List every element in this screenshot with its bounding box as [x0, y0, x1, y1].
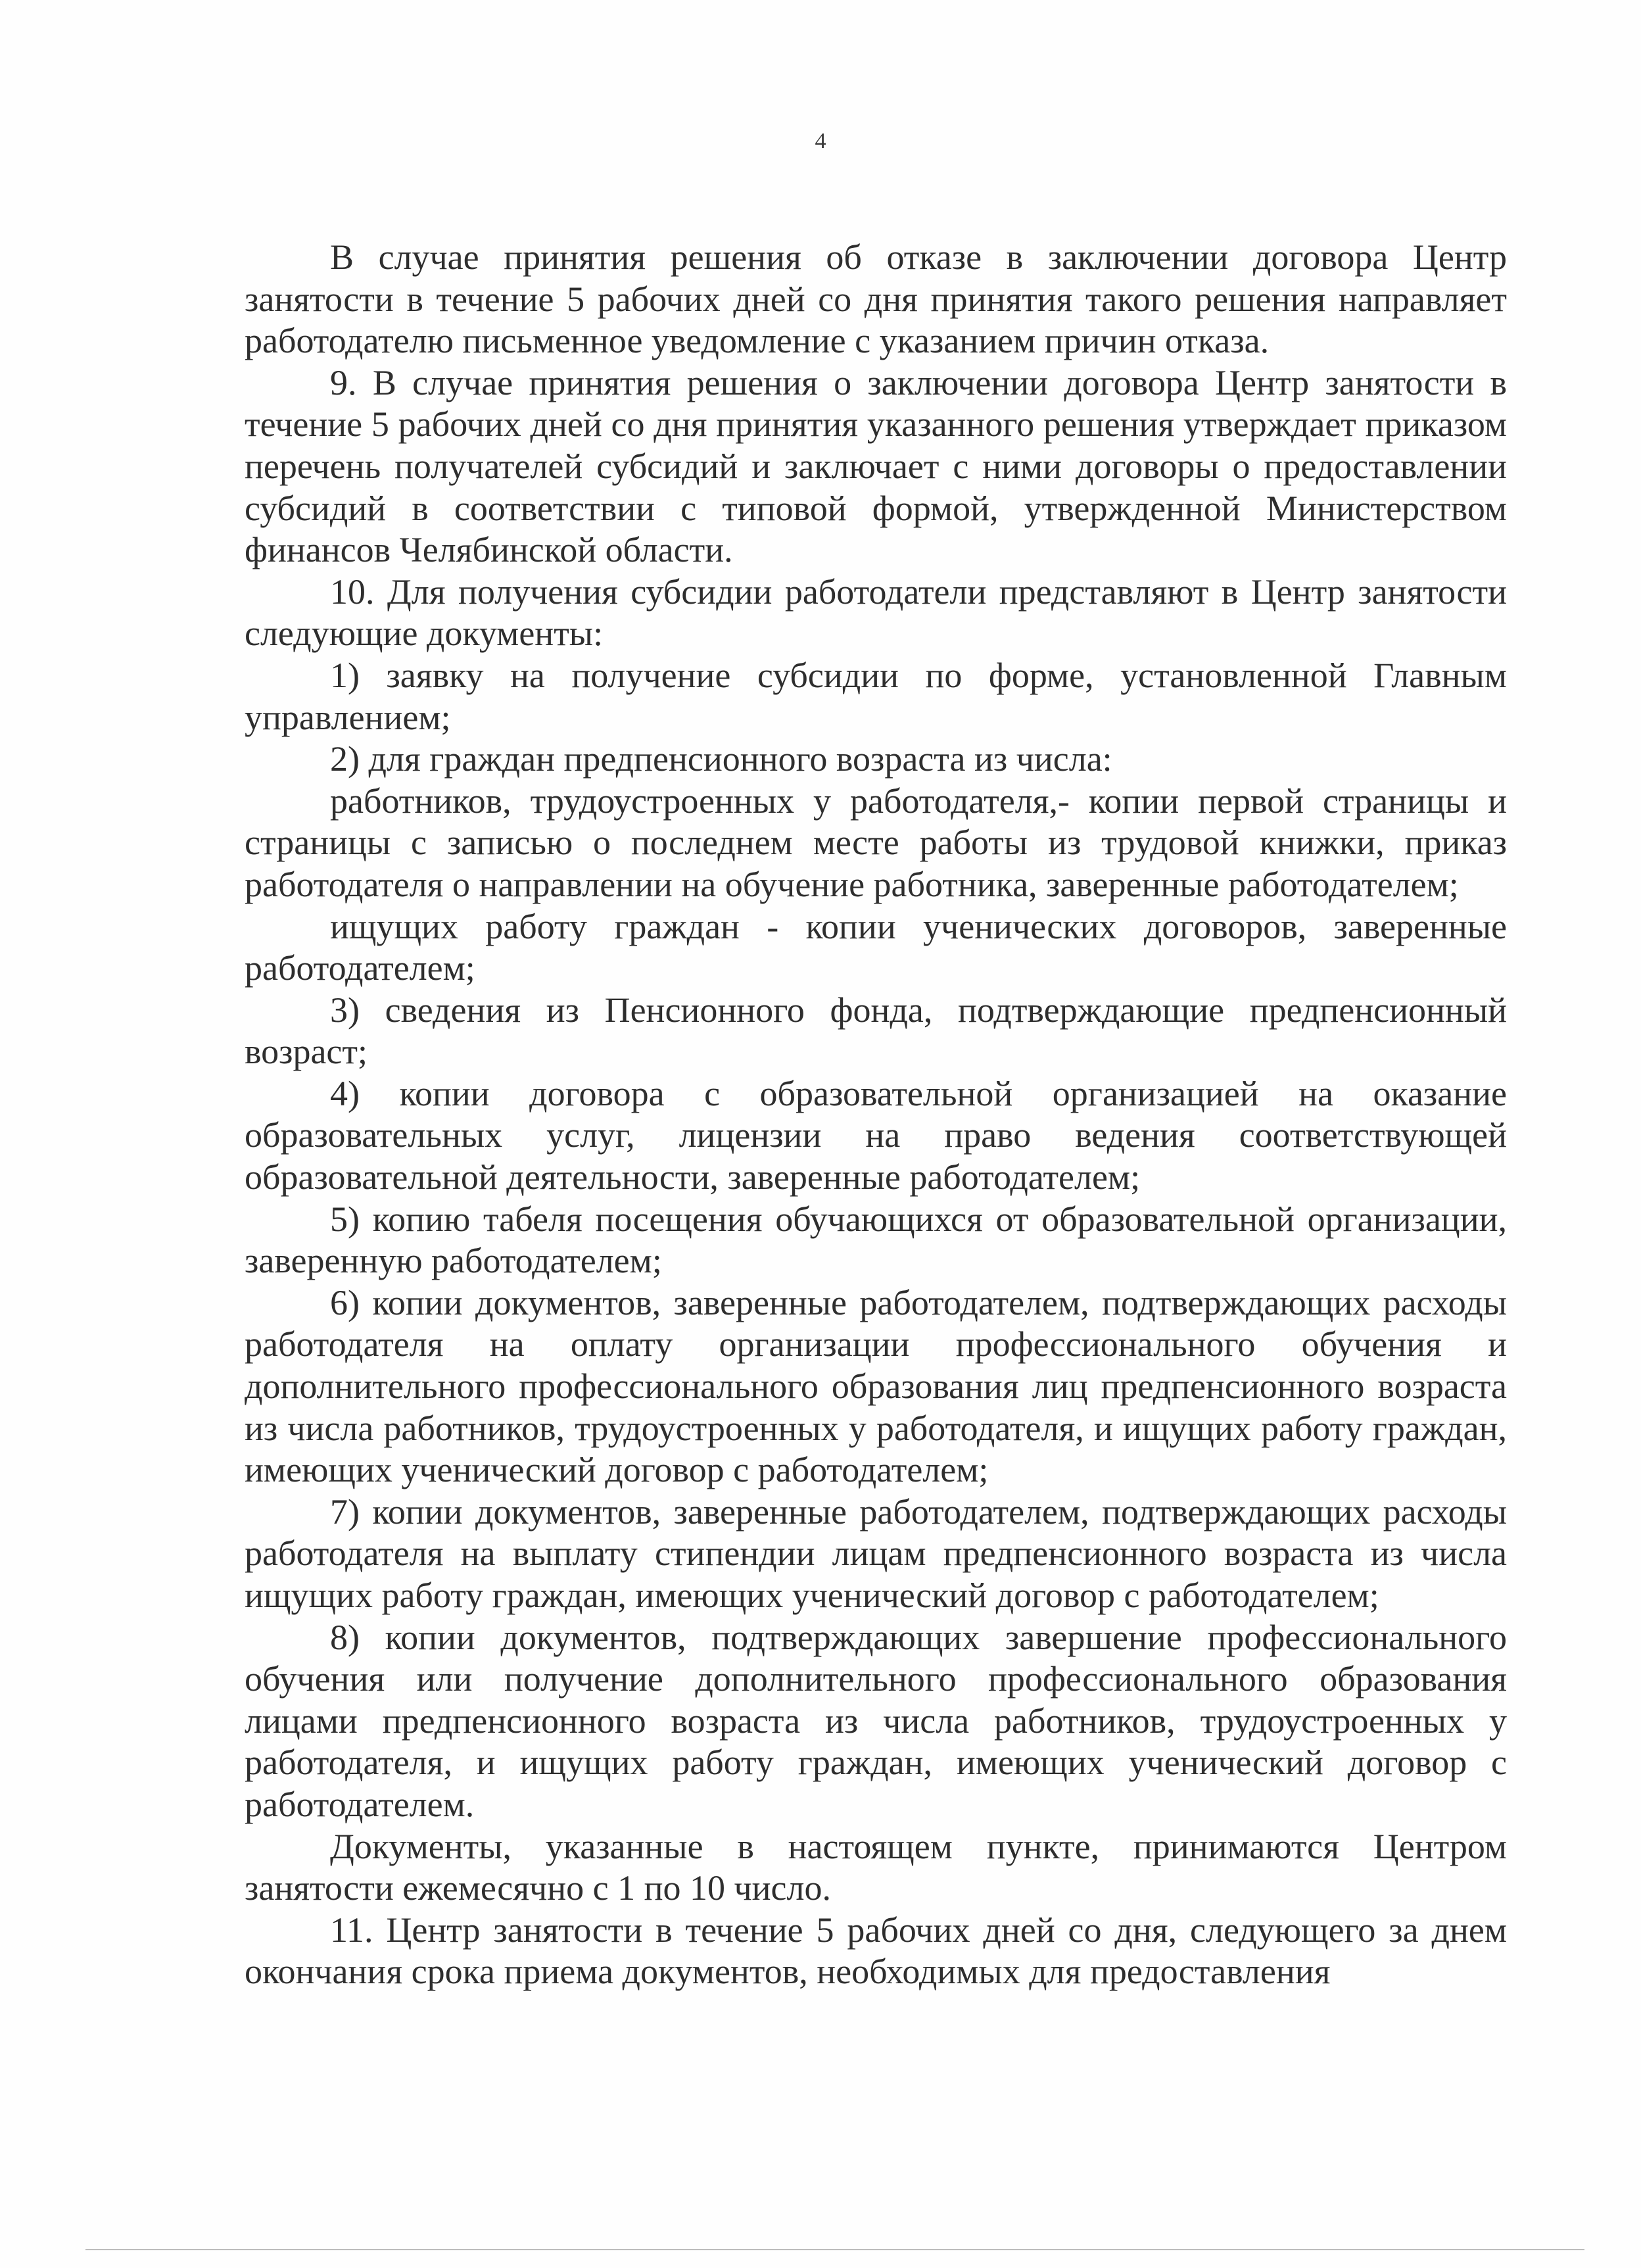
- list-item-3: 3) сведения из Пенсионного фонда, подтверждающие предпенсионный возраст;: [245, 990, 1507, 1072]
- list-item-2: 2) для граждан предпенсионного возраста из числа:: [330, 739, 1112, 779]
- list-item-2-job-seekers: ищущих работу граждан - копии ученических договоров, заверенные работодателем;: [245, 906, 1507, 988]
- paragraph-refusal-notice: В случае принятия решения об отказе в заключении договора Центр занятости в течение 5 рабочих дней со дня принятия такого решения направляет работодателю письменное уведомление с указанием причин отказа.: [245, 237, 1507, 361]
- list-item-7: 7) копии документов, заверенные работодателем, подтверждающих расходы работодателя на выплату стипендии лицам предпенсионного возраста из числа ищущих работу граждан, имеющих ученический договор с работодателем;: [245, 1491, 1507, 1615]
- document-body: [245, 237, 1507, 1993]
- paragraph-acceptance-period: Документы, указанные в настоящем пункте, принимаются Центром занятости ежемесячно с 1 по 10 число.: [245, 1826, 1507, 1908]
- page-number: 4: [815, 129, 826, 153]
- list-item-2-workers: работников, трудоустроенных у работодателя,- копии первой страницы и страницы с записью о последнем месте работы из трудовой книжки, приказ работодателя о направлении на обучение работника, заверенные работодателем;: [245, 781, 1507, 904]
- bottom-divider: [85, 2249, 1584, 2250]
- list-item-4: 4) копии договора с образовательной организацией на оказание образовательных услуг, лицензии на право ведения соответствующей образовательной деятельности, заверенные работодателем;: [245, 1073, 1507, 1197]
- paragraph-item-10: 10. Для получения субсидии работодатели представляют в Центр занятости следующие документы:: [245, 571, 1507, 654]
- list-item-1: 1) заявку на получение субсидии по форме, установленной Главным управлением;: [245, 655, 1507, 737]
- list-item-8: 8) копии документов, подтверждающих завершение профессионального обучения или получение дополнительного профессионального образования лицами предпенсионного возраста из числа работников, трудоустроенных у работодателя, и ищущих работу граждан, имеющих ученический договор с работодателем.: [245, 1617, 1507, 1824]
- paragraph-item-9: 9. В случае принятия решения о заключении договора Центр занятости в течение 5 рабочих дней со дня принятия указанного решения утверждает приказом перечень получателей субсидий и заключает с ними договоры о предоставлении субсидий в соответствии с типовой формой, утвержденной Министерством финансов Челябинской области.: [245, 362, 1507, 570]
- list-item-5: 5) копию табеля посещения обучающихся от образовательной организации, заверенную работодателем;: [245, 1199, 1507, 1281]
- paragraph-item-11: 11. Центр занятости в течение 5 рабочих дней со дня, следующего за днем окончания срока приема документов, необходимых для предоставления: [245, 1910, 1507, 1992]
- list-item-6: 6) копии документов, заверенные работодателем, подтверждающих расходы работодателя на оплату организации профессионального обучения и дополнительного профессионального образования лиц предпенсионного возраста из числа работников, трудоустроенных у работодателя, и ищущих работу граждан, имеющих ученический договор с работодателем;: [245, 1282, 1507, 1490]
